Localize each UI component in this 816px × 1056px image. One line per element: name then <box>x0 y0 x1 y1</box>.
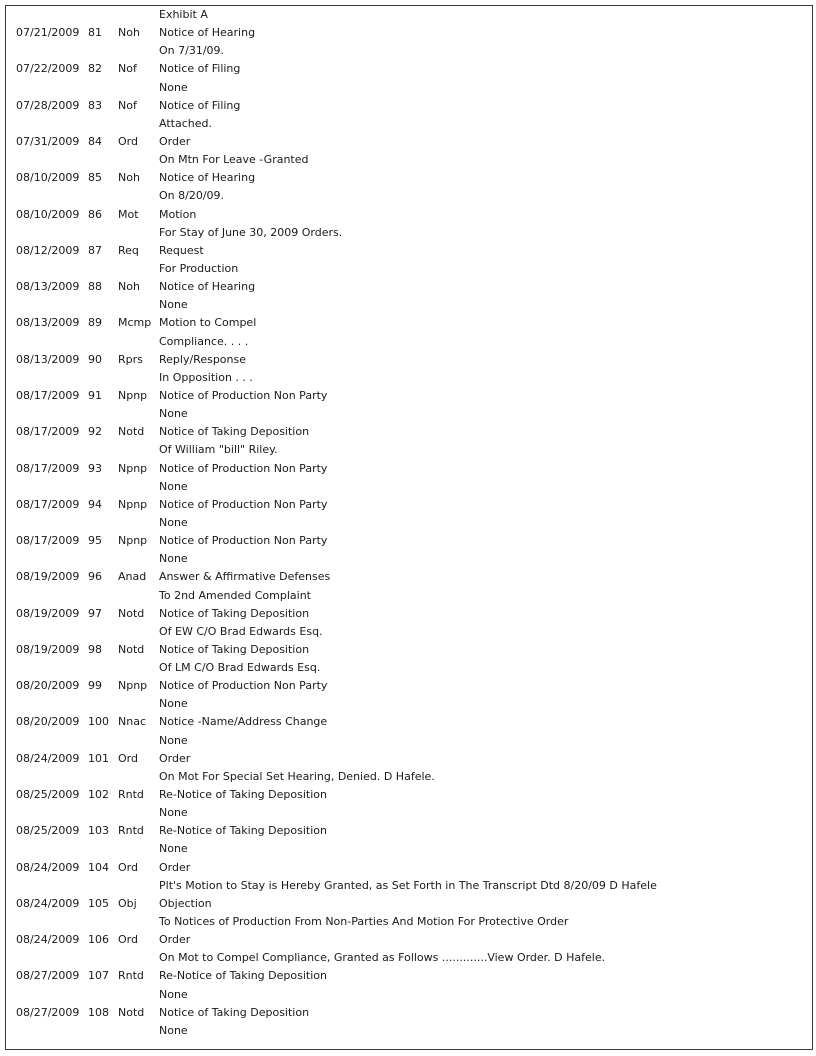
entry-title: Re-Notice of Taking Deposition <box>159 788 327 802</box>
intro-detail-line <box>16 6 806 24</box>
entry-date: 08/20/2009 <box>16 679 80 693</box>
docket-entry-detail-row <box>16 986 806 1004</box>
entry-date: 08/25/2009 <box>16 788 80 802</box>
entry-detail: None <box>159 552 188 566</box>
docket-entry-row <box>16 967 806 985</box>
entry-code: Noh <box>118 171 140 185</box>
entry-number: 91 <box>88 388 102 402</box>
entry-code: Req <box>118 243 139 257</box>
entry-number: 99 <box>88 679 102 693</box>
entry-code: Ord <box>118 933 138 947</box>
entry-title: Notice of Taking Deposition <box>159 606 310 620</box>
docket-entry-detail-row <box>16 42 806 60</box>
docket-entry-detail-row <box>16 1022 806 1040</box>
entry-date: 08/27/2009 <box>16 1005 80 1019</box>
entry-detail: Plt's Motion to Stay is Hereby Granted, as Set Forth in The Transcript Dtd 8/20/09 D Hafele <box>159 878 657 892</box>
entry-detail: On 8/20/09. <box>159 189 225 203</box>
entry-title: Notice of Taking Deposition <box>159 425 310 439</box>
entry-detail: Of EW C/O Brad Edwards Esq. <box>159 624 323 638</box>
entry-title: Motion <box>159 207 197 221</box>
entry-title: Order <box>159 860 191 874</box>
entry-code: Nof <box>118 62 137 76</box>
entry-title: Re-Notice of Taking Deposition <box>159 824 327 838</box>
docket-entry-detail-row <box>16 514 806 532</box>
entry-code: Rprs <box>118 352 143 366</box>
docket-entry-detail-row <box>16 949 806 967</box>
entry-detail: None <box>159 842 188 856</box>
entry-title: Notice of Production Non Party <box>159 679 328 693</box>
entry-date: 08/10/2009 <box>16 207 80 221</box>
docket-entry-detail-row <box>16 151 806 169</box>
entry-detail: For Production <box>159 261 239 275</box>
entry-date: 08/25/2009 <box>16 824 80 838</box>
docket-entry-detail-row <box>16 333 806 351</box>
entry-number: 104 <box>88 860 109 874</box>
entry-date: 08/17/2009 <box>16 461 80 475</box>
docket-entry-detail-row <box>16 550 806 568</box>
entry-detail: None <box>159 80 188 94</box>
entry-detail: None <box>159 298 188 312</box>
docket-entry-row <box>16 387 806 405</box>
docket-entry-row <box>16 423 806 441</box>
entry-date: 08/13/2009 <box>16 280 80 294</box>
docket-entry-row <box>16 133 806 151</box>
docket-entry-detail-row <box>16 840 806 858</box>
entry-detail: Of William "bill" Riley. <box>159 443 278 457</box>
docket-entry-detail-row <box>16 296 806 314</box>
docket-entry-detail-row <box>16 659 806 677</box>
entry-detail: None <box>159 697 188 711</box>
docket-entry-detail-row <box>16 187 806 205</box>
entry-code: Obj <box>118 896 137 910</box>
docket-entry-detail-row <box>16 913 806 931</box>
entry-date: 07/21/2009 <box>16 26 80 40</box>
entry-code: Notd <box>118 425 145 439</box>
entry-title: Request <box>159 243 204 257</box>
entry-code: Rntd <box>118 824 144 838</box>
entry-detail: For Stay of June 30, 2009 Orders. <box>159 225 343 239</box>
entry-date: 08/19/2009 <box>16 606 80 620</box>
entry-number: 108 <box>88 1005 109 1019</box>
entry-number: 86 <box>88 207 102 221</box>
docket-entry-detail-row <box>16 587 806 605</box>
docket-entry-row <box>16 786 806 804</box>
entry-number: 103 <box>88 824 109 838</box>
entry-title: Motion to Compel <box>159 316 257 330</box>
entry-detail: Of LM C/O Brad Edwards Esq. <box>159 661 321 675</box>
entry-number: 97 <box>88 606 102 620</box>
entry-number: 98 <box>88 642 102 656</box>
entry-detail: None <box>159 806 188 820</box>
entry-date: 08/17/2009 <box>16 534 80 548</box>
docket-entry-row <box>16 532 806 550</box>
entry-date: 08/24/2009 <box>16 896 80 910</box>
entry-number: 106 <box>88 933 109 947</box>
entry-title: Order <box>159 933 191 947</box>
docket-entry-detail-row <box>16 478 806 496</box>
entry-detail: On Mot to Compel Compliance, Granted as Follows .............View Order. D Hafele. <box>159 951 606 965</box>
entry-code: Noh <box>118 280 140 294</box>
docket-entry-row <box>16 242 806 260</box>
docket-entry-detail-row <box>16 405 806 423</box>
entry-code: Noh <box>118 26 140 40</box>
docket-entry-row <box>16 278 806 296</box>
docket-entry-detail-row <box>16 623 806 641</box>
docket-entry-row <box>16 351 806 369</box>
entry-detail: None <box>159 515 188 529</box>
docket-entry-row <box>16 895 806 913</box>
entry-title: Order <box>159 134 191 148</box>
entry-date: 08/19/2009 <box>16 642 80 656</box>
entry-title: Notice of Production Non Party <box>159 497 328 511</box>
entry-title: Order <box>159 751 191 765</box>
docket-entry-row <box>16 206 806 224</box>
entry-date: 08/12/2009 <box>16 243 80 257</box>
docket-entry-detail-row <box>16 804 806 822</box>
entry-detail: On Mtn For Leave -Granted <box>159 153 309 167</box>
entry-date: 07/22/2009 <box>16 62 80 76</box>
entry-code: Notd <box>118 642 145 656</box>
docket-entry-detail-row <box>16 115 806 133</box>
docket-list <box>16 6 806 1040</box>
entry-detail: Exhibit A <box>159 8 208 21</box>
entry-code: Rntd <box>118 969 144 983</box>
entry-date: 08/20/2009 <box>16 715 80 729</box>
docket-entry-detail-row <box>16 441 806 459</box>
entry-number: 96 <box>88 570 102 584</box>
entry-date: 07/31/2009 <box>16 134 80 148</box>
entry-number: 101 <box>88 751 109 765</box>
docket-entry-row <box>16 24 806 42</box>
entry-detail: None <box>159 407 188 421</box>
docket-entry-row <box>16 60 806 78</box>
entry-code: Mot <box>118 207 139 221</box>
docket-entry-row <box>16 314 806 332</box>
entry-code: Npnp <box>118 497 148 511</box>
docket-entry-row <box>16 169 806 187</box>
entry-title: Notice of Production Non Party <box>159 461 328 475</box>
entry-number: 102 <box>88 788 109 802</box>
docket-entry-detail-row <box>16 369 806 387</box>
entry-title: Notice of Filing <box>159 62 241 76</box>
docket-entry-detail-row <box>16 695 806 713</box>
entry-detail: None <box>159 733 188 747</box>
docket-entry-row <box>16 931 806 949</box>
entry-date: 07/28/2009 <box>16 98 80 112</box>
entry-title: Answer & Affirmative Defenses <box>159 570 331 584</box>
entry-code: Notd <box>118 1005 145 1019</box>
entry-detail: Attached. <box>159 116 212 130</box>
entry-date: 08/17/2009 <box>16 425 80 439</box>
entry-number: 89 <box>88 316 102 330</box>
entry-title: Reply/Response <box>159 352 247 366</box>
entry-detail: None <box>159 987 188 1001</box>
entry-title: Notice of Filing <box>159 98 241 112</box>
docket-entry-detail-row <box>16 79 806 97</box>
entry-code: Npnp <box>118 534 148 548</box>
docket-entry-row <box>16 97 806 115</box>
entry-number: 81 <box>88 26 102 40</box>
entry-detail: To 2nd Amended Complaint <box>159 588 311 602</box>
entry-title: Notice of Taking Deposition <box>159 1005 310 1019</box>
entry-date: 08/17/2009 <box>16 497 80 511</box>
docket-entry-row <box>16 677 806 695</box>
entry-detail: Compliance. . . . <box>159 334 249 348</box>
entry-number: 84 <box>88 134 102 148</box>
entry-date: 08/24/2009 <box>16 933 80 947</box>
entry-number: 93 <box>88 461 102 475</box>
entry-title: Objection <box>159 896 212 910</box>
entry-title: Notice of Production Non Party <box>159 388 328 402</box>
docket-entry-row <box>16 641 806 659</box>
docket-entry-detail-row <box>16 260 806 278</box>
entry-code: Notd <box>118 606 145 620</box>
entry-title: Notice of Production Non Party <box>159 534 328 548</box>
entry-detail: On 7/31/09. <box>159 44 225 58</box>
entry-detail: In Opposition . . . <box>159 370 253 384</box>
entry-number: 88 <box>88 280 102 294</box>
entry-detail: To Notices of Production From Non-Parties And Motion For Protective Order <box>159 915 569 929</box>
docket-entry-row <box>16 822 806 840</box>
docket-entry-row <box>16 1004 806 1022</box>
entry-date: 08/13/2009 <box>16 316 80 330</box>
entry-code: Mcmp <box>118 316 152 330</box>
entry-number: 94 <box>88 497 102 511</box>
entry-number: 85 <box>88 171 102 185</box>
entry-date: 08/24/2009 <box>16 751 80 765</box>
entry-code: Nnac <box>118 715 146 729</box>
docket-entry-detail-row <box>16 877 806 895</box>
entry-date: 08/24/2009 <box>16 860 80 874</box>
entry-code: Ord <box>118 751 138 765</box>
entry-number: 105 <box>88 896 109 910</box>
entry-code: Npnp <box>118 388 148 402</box>
entry-title: Re-Notice of Taking Deposition <box>159 969 327 983</box>
entry-title: Notice of Hearing <box>159 280 256 294</box>
entry-number: 95 <box>88 534 102 548</box>
entry-detail: On Mot For Special Set Hearing, Denied. D Hafele. <box>159 769 435 783</box>
entry-title: Notice of Hearing <box>159 26 256 40</box>
docket-entry-row <box>16 568 806 586</box>
entry-code: Ord <box>118 860 138 874</box>
entry-number: 92 <box>88 425 102 439</box>
entry-title: Notice of Hearing <box>159 171 256 185</box>
entry-number: 100 <box>88 715 109 729</box>
entry-code: Npnp <box>118 679 148 693</box>
entry-date: 08/17/2009 <box>16 388 80 402</box>
entry-title: Notice -Name/Address Change <box>159 715 328 729</box>
docket-entry-row <box>16 496 806 514</box>
entry-number: 90 <box>88 352 102 366</box>
entry-detail: None <box>159 1023 188 1037</box>
entry-date: 08/10/2009 <box>16 171 80 185</box>
entry-code: Ord <box>118 134 138 148</box>
docket-entry-detail-row <box>16 732 806 750</box>
docket-entry-row <box>16 750 806 768</box>
docket-entry-row <box>16 605 806 623</box>
entry-title: Notice of Taking Deposition <box>159 642 310 656</box>
entry-date: 08/19/2009 <box>16 570 80 584</box>
docket-entry-row <box>16 859 806 877</box>
docket-entry-row <box>16 713 806 731</box>
entry-date: 08/13/2009 <box>16 352 80 366</box>
entry-code: Nof <box>118 98 137 112</box>
entry-code: Rntd <box>118 788 144 802</box>
docket-entry-detail-row <box>16 224 806 242</box>
entry-number: 82 <box>88 62 102 76</box>
entry-number: 87 <box>88 243 102 257</box>
entry-date: 08/27/2009 <box>16 969 80 983</box>
entry-number: 107 <box>88 969 109 983</box>
entry-code: Npnp <box>118 461 148 475</box>
entry-number: 83 <box>88 98 102 112</box>
entry-code: Anad <box>118 570 147 584</box>
docket-entry-detail-row <box>16 768 806 786</box>
entry-detail: None <box>159 479 188 493</box>
docket-entry-row <box>16 460 806 478</box>
